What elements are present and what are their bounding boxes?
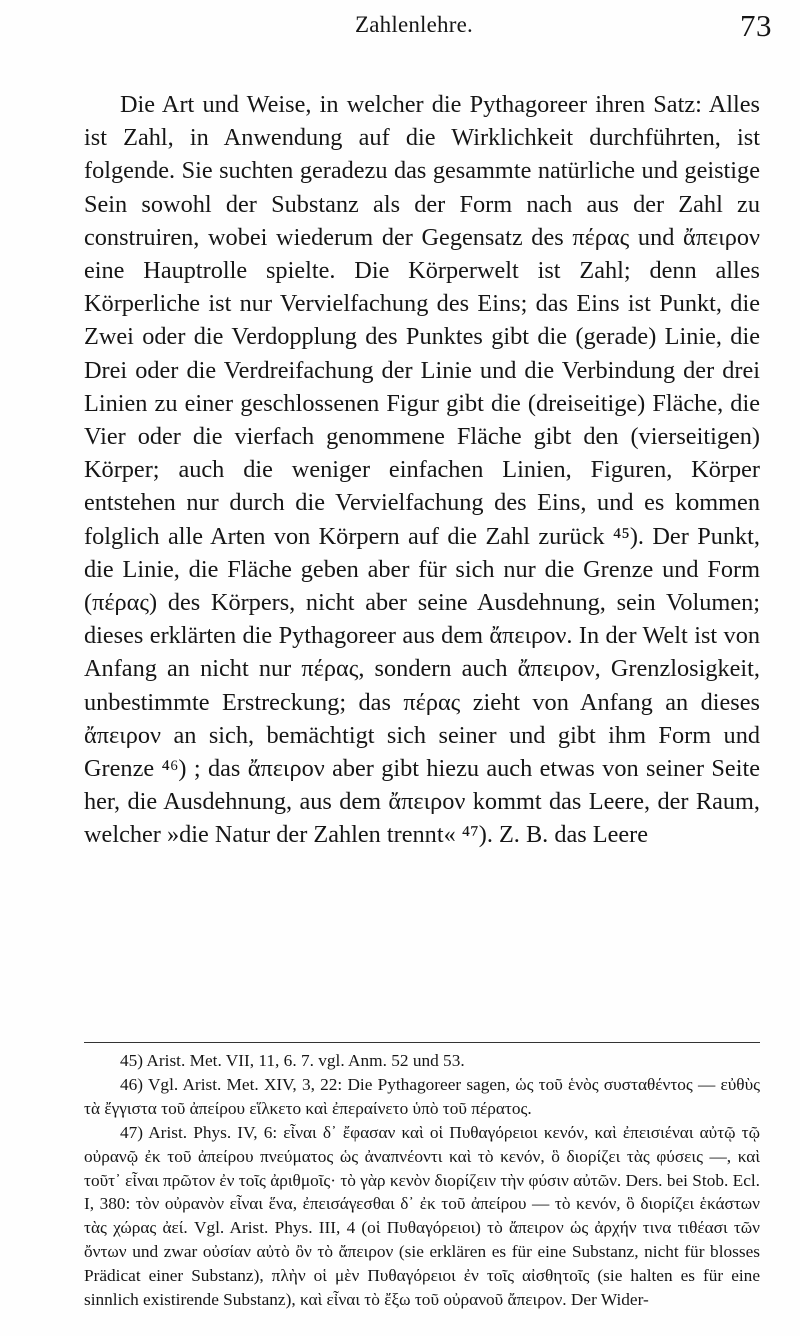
page-number: 73 bbox=[740, 8, 772, 43]
footnote-46: 46) Vgl. Arist. Met. XIV, 3, 22: Die Pythagoreer sagen, ὡς τοῦ ἑνὸς συσταθέντος — εὐθὺς τὰ ἔγγιστα τοῦ ἀπείρου εἵλκετο καὶ ἐπεραίνετο ὑπὸ τοῦ πέρατος. bbox=[84, 1074, 760, 1118]
running-title: Zahlenlehre. bbox=[355, 12, 473, 37]
footnote-47: 47) Arist. Phys. IV, 6: εἶναι δ᾽ ἔφασαν καὶ οἱ Πυθαγόρειοι κενόν, καὶ ἐπεισιέναι αὐτῷ τῷ οὐρανῷ ἐκ τοῦ ἀπείρου πνεύματος ὡς ἀναπνέοντι καὶ τὸ κενόν, ὃ διορίζει τὰς φύσεις —, καὶ τοῦτ᾽ εἶναι πρῶτον ἐν τοῖς ἀριθμοῖς· τὸ γὰρ κενὸν διορίζειν τὴν φύσιν αὐτῶν. Ders. bei Stob. Ecl. I, 380: τὸν οὐρανὸν εἶναι ἕνα, ἐπεισάγεσθαι δ᾽ ἐκ τοῦ ἀπείρου — τὸ κενόν, ὃ διορίζει ἑκάστων τὰς χώρας ἀεί. Vgl. Arist. Phys. III, 4 (οἱ Πυθαγόρειοι) τὸ ἄπειρον ὡς ἀρχήν τινα τιθέασι τῶν ὄντων und zwar οὐσίαν αὐτὸ ὂν τὸ ἄπειρον (sie erklären es für eine Substanz, nicht für blosses Prädicat einer Substanz), πλὴν οἱ μὲν Πυθαγόρειοι ἐν τοῖς αἰσθητοῖς (sie halten es für eine sinnlich existirende Substanz), καὶ εἶναι τὸ ἔξω τοῦ οὐρανοῦ ἄπειρον. Der Wider- bbox=[84, 1122, 760, 1310]
running-head bbox=[96, 6, 772, 46]
footnote-divider bbox=[84, 1042, 760, 1043]
footnotes-section bbox=[84, 1042, 760, 1312]
main-paragraph: Die Art und Weise, in welcher die Pythagoreer ihren Satz: Alles ist Zahl, in Anwendung auf die Wirklichkeit durchführten, ist folgende. Sie suchten geradezu das gesammte natürliche und geistige Sein sowohl der Substanz als der Form nach aus der Zahl zu construiren, wobei wiederum der Gegensatz des πέρας und ἄπειρον eine Hauptrolle spielte. Die Körperwelt ist Zahl; denn alles Körperliche ist nur Vervielfachung des Eins; das Eins ist Punkt, die Zwei oder die Verdopplung des Punktes gibt die (gerade) Linie, die Drei oder die Verdreifachung der Linie und die Verbindung der drei Linien zu einer geschlossenen Figur gibt die (dreiseitige) Fläche, die Vier oder die vierfach genommene Fläche gibt den (vierseitigen) Körper; auch die weniger einfachen Linien, Figuren, Körper entstehen nur durch die Vervielfachung des Eins, und es kommen folglich alle Arten von Körpern auf die Zahl zurück ⁴⁵). Der Punkt, die Linie, die Fläche geben aber für sich nur die Grenze und Form (πέρας) des Körpers, nicht aber seine Ausdehnung, sein Volumen; dieses erklärten die Pythagoreer aus dem ἄπειρον. In der Welt ist von Anfang an nicht nur πέρας, sondern auch ἄπειρον, Grenzlosigkeit, unbestimmte Erstreckung; das πέρας zieht von Anfang an dieses ἄπειρον an sich, bemächtigt sich seiner und gibt ihm Form und Grenze ⁴⁶) ; das ἄπειρον aber gibt hiezu auch etwas von seiner Seite her, die Ausdehnung, aus dem ἄπειρον kommt das Leere, der Raum, welcher »die Natur der Zahlen trennt« ⁴⁷). Z. B. das Leere bbox=[84, 91, 760, 849]
footnote-45: 45) Arist. Met. VII, 11, 6. 7. vgl. Anm. 52 und 53. bbox=[120, 1051, 465, 1070]
